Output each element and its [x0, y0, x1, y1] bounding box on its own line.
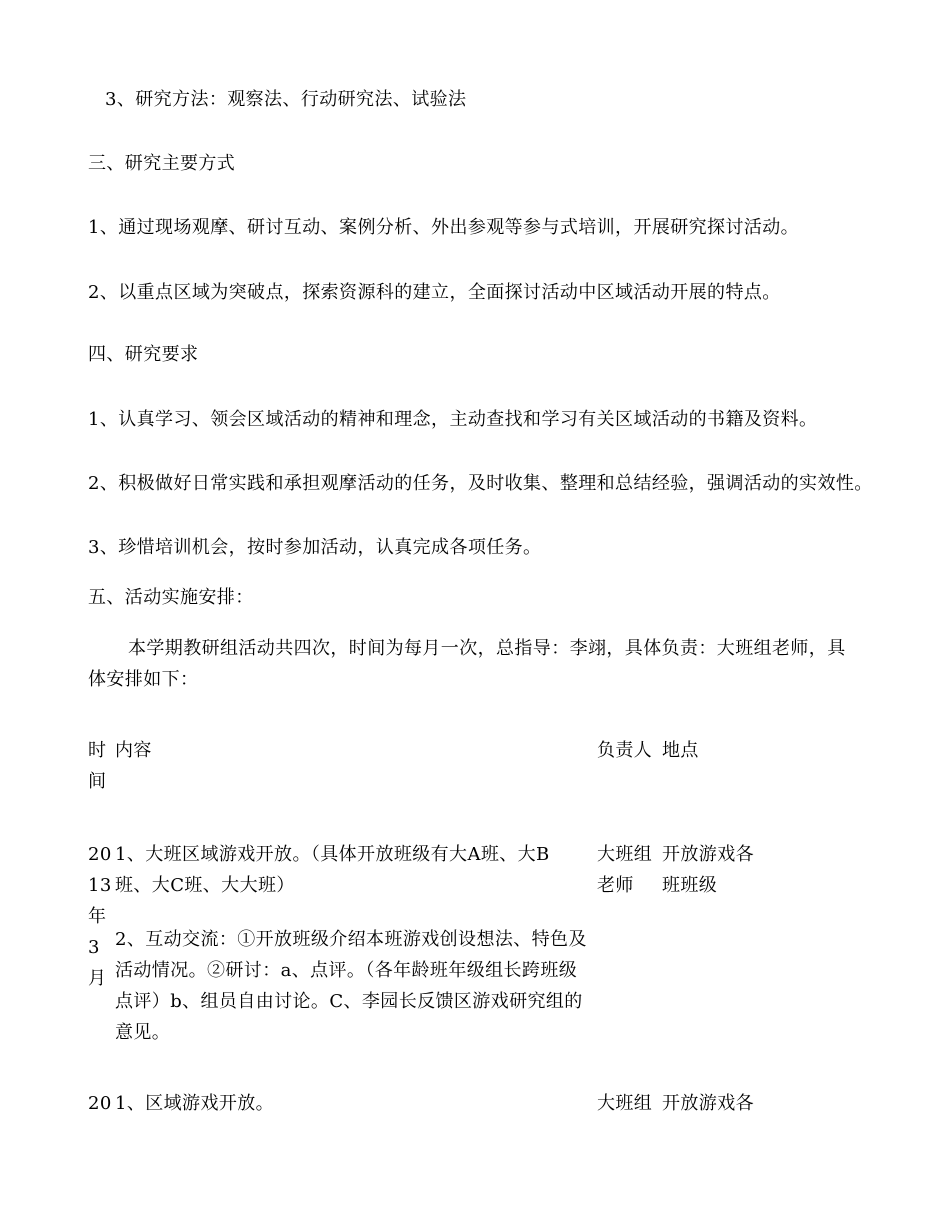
content-line: 意见。 [115, 1022, 171, 1043]
content-line: 2、互动交流：①开放班级介绍本班游戏创设想法、特色及 [115, 929, 587, 950]
content-item [115, 1088, 589, 1119]
section-4-item: 2、积极做好日常实践和承担观摩活动的任务，及时收集、整理和总结经验，强调活动的实效性。 [88, 473, 873, 494]
header-content: 内容 [115, 740, 152, 761]
header-time: 时间 [88, 740, 107, 792]
row-place-cell: 开放游戏各班班级 [662, 844, 754, 896]
content-line: 点评）b、组员自由讨论。C、李园长反馈区游戏研究组的 [115, 991, 583, 1012]
section-4-heading: 四、研究要求 [88, 344, 199, 365]
table-row [88, 1088, 758, 1119]
header-person: 负责人 [597, 740, 653, 761]
section-5-intro-paragraph [88, 633, 846, 695]
header-place: 地点 [662, 740, 699, 761]
table-row [88, 839, 758, 1048]
row-person-cell: 大班组老师 [597, 844, 653, 896]
section-3-item: 2、以重点区域为突破点，探索资源科的建立，全面探讨活动中区域活动开展的特点。 [88, 282, 781, 303]
section-5-heading: 五、活动实施安排： [88, 587, 254, 608]
content-item [115, 924, 589, 1048]
section-3-heading: 三、研究主要方式 [88, 153, 236, 174]
content-line: 1、区域游戏开放。 [115, 1093, 275, 1114]
section-3-item: 1、通过现场观摩、研讨互动、案例分析、外出参观等参与式培训，开展研究探讨活动。 [88, 217, 800, 238]
content-line: 活动情况。②研讨：a、点评。（各年龄班年级组长跨班级 [115, 960, 578, 981]
content-line: 1、大班区域游戏开放。（具体开放班级有大A班、大B [115, 844, 550, 865]
table-header-row [88, 735, 758, 797]
schedule-table [88, 735, 758, 1119]
row-time-cell: 20 [88, 1093, 112, 1114]
intro-line: 体安排如下： [88, 669, 199, 690]
content-item [115, 839, 589, 901]
row-person-cell: 大班组 [597, 1093, 653, 1114]
intro-line: 本学期教研组活动共四次，时间为每月一次，总指导：李翊，具体负责：大班组老师，具 [128, 638, 846, 659]
row-content-cell [115, 839, 589, 1048]
research-method-line: 3、研究方法：观察法、行动研究法、试验法 [105, 89, 467, 110]
row-content-cell [115, 1088, 589, 1119]
section-4-item: 1、认真学习、领会区域活动的精神和理念，主动查找和学习有关区域活动的书籍及资料。 [88, 409, 818, 430]
row-place-cell: 开放游戏各 [662, 1093, 754, 1114]
content-line: 班、大C班、大大班） [115, 875, 295, 896]
section-4-item: 3、珍惜培训机会，按时参加活动，认真完成各项任务。 [88, 537, 542, 558]
row-time-cell: 2013年3月 [88, 844, 112, 989]
